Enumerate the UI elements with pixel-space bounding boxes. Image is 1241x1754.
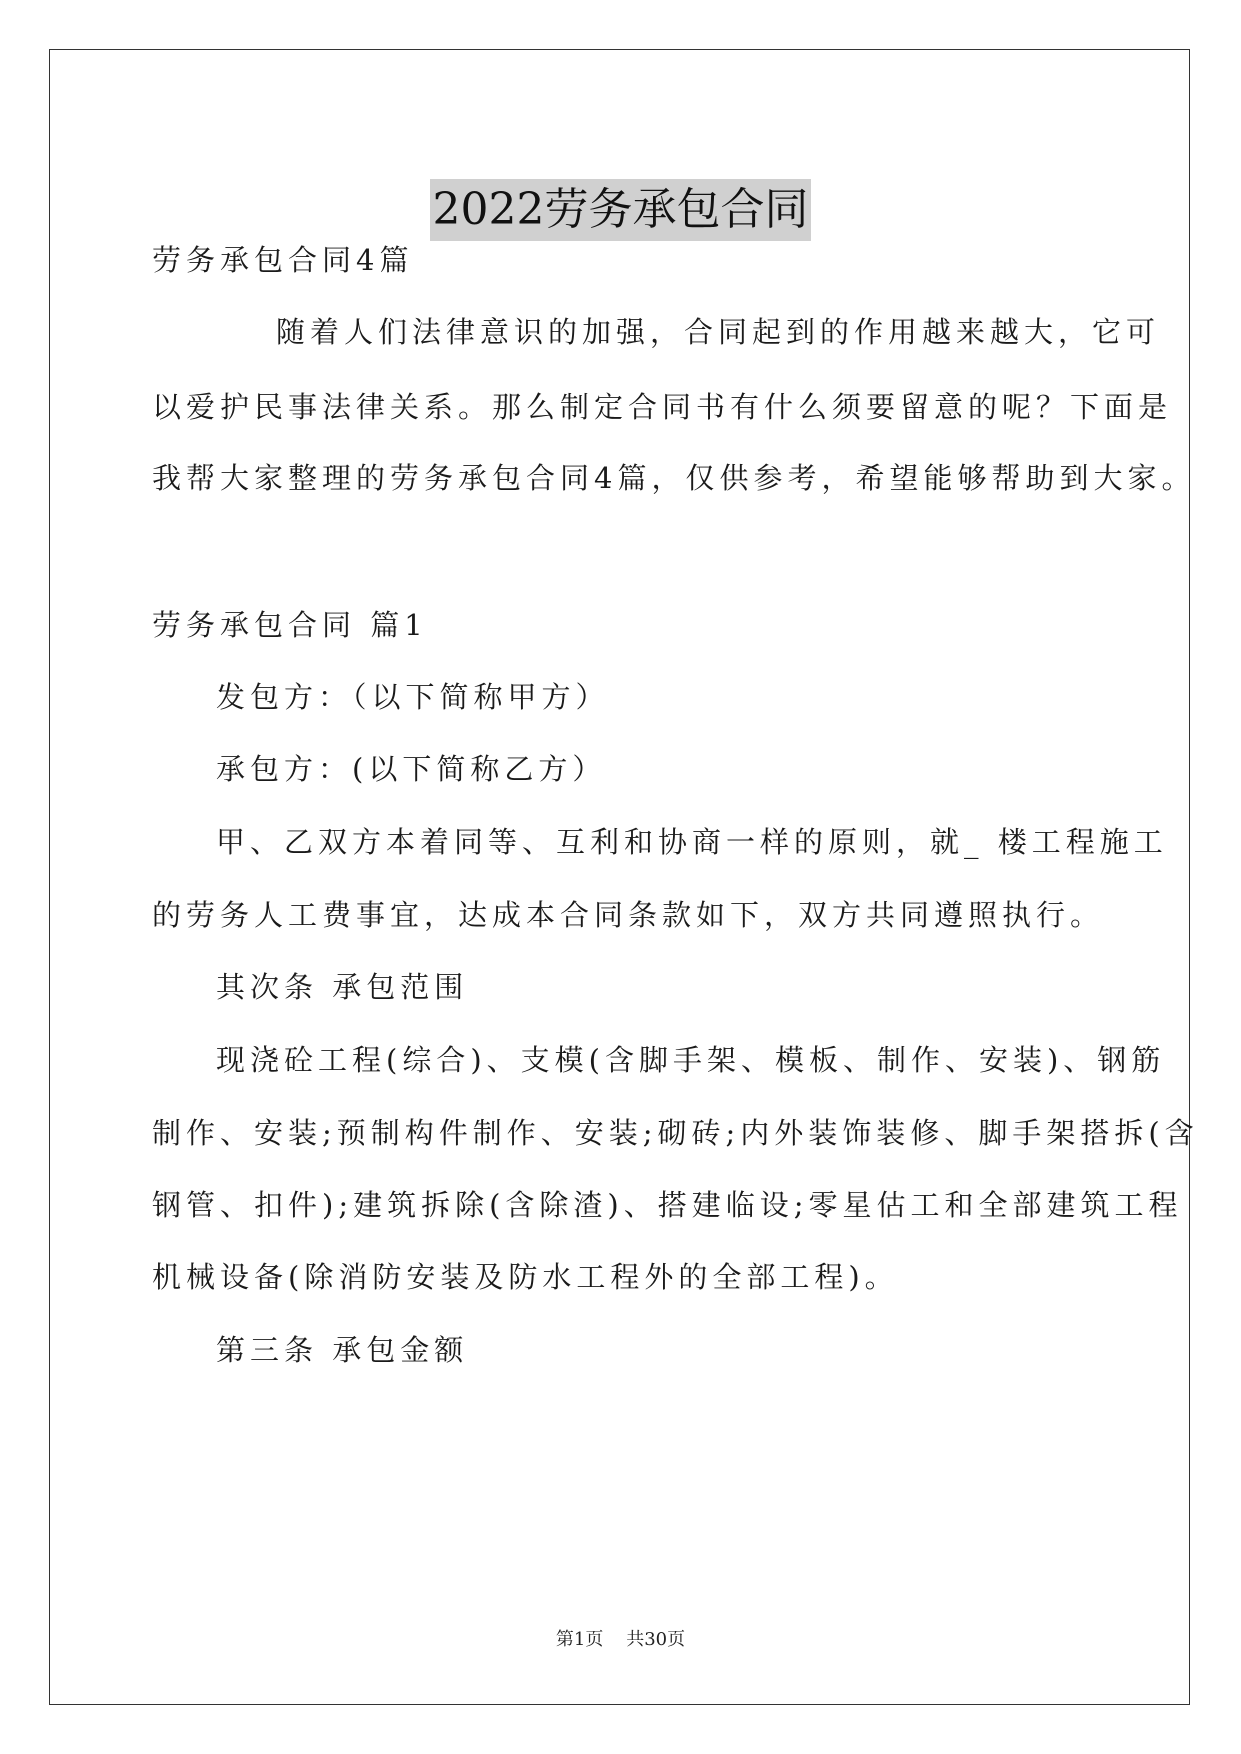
party-a-line: 发包方：（以下简称甲方） bbox=[216, 680, 610, 714]
scope-line-2: 制作、安装;预制构件制作、安装;砌砖;内外装饰装修、脚手架搭拆(含 bbox=[152, 1116, 1199, 1150]
scope-line-1: 现浇砼工程(综合)、支模(含脚手架、模板、制作、安装)、钢筋 bbox=[216, 1043, 1166, 1077]
scope-line-3: 钢管、扣件);建筑拆除(含除渣)、搭建临设;零星估工和全部建筑工程 bbox=[152, 1188, 1183, 1222]
intro-line-3: 我帮大家整理的劳务承包合同4篇，仅供参考，希望能够帮助到大家。 bbox=[152, 461, 1196, 495]
clause-heading-scope: 其次条 承包范围 bbox=[216, 970, 469, 1004]
page-footer bbox=[0, 1627, 1241, 1653]
scope-line-4: 机械设备(除消防安装及防水工程外的全部工程)。 bbox=[152, 1260, 899, 1294]
page-total: 共30页 bbox=[626, 1629, 686, 1650]
clause-heading-amount: 第三条 承包金额 bbox=[216, 1333, 469, 1367]
page-border bbox=[49, 49, 1190, 1705]
agreement-line-1: 甲、乙双方本着同等、互利和协商一样的原则，就_ 楼工程施工 bbox=[216, 825, 1168, 859]
intro-line-1: 随着人们法律意识的加强，合同起到的作用越来越大，它可 bbox=[276, 315, 1161, 349]
agreement-line-2: 的劳务人工费事宜，达成本合同条款如下，双方共同遵照执行。 bbox=[152, 898, 1105, 932]
intro-line-2: 以爱护民事法律关系。那么制定合同书有什么须要留意的呢？下面是 bbox=[152, 390, 1173, 424]
section-heading: 劳务承包合同 篇1 bbox=[152, 608, 428, 642]
subtitle-line: 劳务承包合同4篇 bbox=[152, 243, 414, 277]
party-b-line: 承包方：(以下简称乙方） bbox=[216, 752, 607, 786]
document-title: 2022劳务承包合同 bbox=[430, 179, 812, 241]
page-number: 第1页 bbox=[555, 1629, 604, 1650]
